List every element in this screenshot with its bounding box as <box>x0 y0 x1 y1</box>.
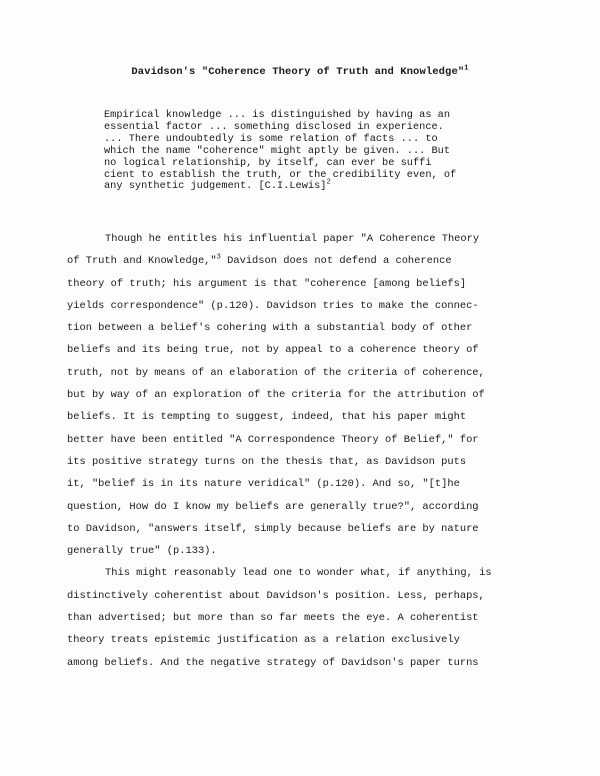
page-title <box>0 66 600 78</box>
body-line: yields correspondence" (p.120). Davidson tries to make the connec- <box>67 299 479 312</box>
body-line: truth, not by means of an elaboration of the criteria of coherence, <box>67 366 485 379</box>
body-line: better have been entitled "A Correspondence Theory of Belief," for <box>67 433 479 446</box>
body-line: to Davidson, "answers itself, simply because beliefs are by nature <box>67 522 479 535</box>
body-line: theory treats epistemic justification as a relation exclusively <box>67 634 460 647</box>
epigraph-line: no logical relationship, by itself, can ever be suffi <box>104 156 432 169</box>
body-line-text: Though he entitles his influential paper "A Coherence Theory <box>105 233 480 245</box>
epigraph-footnote-marker: 2 <box>326 179 331 188</box>
body-text <box>67 228 537 674</box>
body-line: than advertised; but more than so far meets the eye. A coherentist <box>67 612 479 625</box>
title-text: Davidson's "Coherence Theory of Truth and Knowledge" <box>131 66 465 78</box>
body-line: question, How do I know my beliefs are generally true?", according <box>67 500 479 513</box>
epigraph-line: cient to establish the truth, or the credibility even, of <box>104 168 457 181</box>
body-line <box>67 228 537 250</box>
body-line-text: This might reasonably lead one to wonder what, if anything, is <box>105 567 492 580</box>
epigraph-line: ... There undoubtedly is some relation of facts ... to <box>104 132 438 145</box>
epigraph-line-last <box>104 181 524 193</box>
epigraph-line: essential factor ... something disclosed in experience. <box>104 120 444 133</box>
body-line-text: Davidson does not defend a coherence <box>227 255 452 268</box>
body-line-text: of Truth and Knowledge," <box>67 255 217 268</box>
body-line: it, "belief is in its nature veridical" (p.120). And so, "[t]he <box>67 478 460 491</box>
body-line: beliefs and its being true, not by appeal to a coherence theory of <box>67 344 479 357</box>
body-line: among beliefs. And the negative strategy of Davidson's paper turns <box>67 656 479 669</box>
body-footnote-marker: 3 <box>216 253 221 262</box>
body-line: theory of truth; his argument is that "coherence [among beliefs] <box>67 277 467 290</box>
epigraph-line-text: any synthetic judgement. [C.I.Lewis] <box>104 180 327 193</box>
body-line: generally true" (p.133). <box>67 545 217 558</box>
title-footnote-marker: 1 <box>464 64 469 73</box>
body-line: its positive strategy turns on the thesis that, as Davidson puts <box>67 455 467 468</box>
epigraph-line: which the name "coherence" might aptly be given. ... But <box>104 144 451 157</box>
body-line: but by way of an exploration of the criteria for the attribution of <box>67 389 485 402</box>
body-line: tion between a belief's cohering with a substantial body of other <box>67 322 473 335</box>
epigraph-quote <box>104 110 524 193</box>
body-line: distinctively coherentist about Davidson's position. Less, perhaps, <box>67 589 485 602</box>
body-line <box>67 562 537 584</box>
body-line <box>67 250 537 272</box>
body-line: beliefs. It is tempting to suggest, indeed, that his paper might <box>67 411 467 424</box>
epigraph-line: Empirical knowledge ... is distinguished by having as an <box>104 109 451 121</box>
